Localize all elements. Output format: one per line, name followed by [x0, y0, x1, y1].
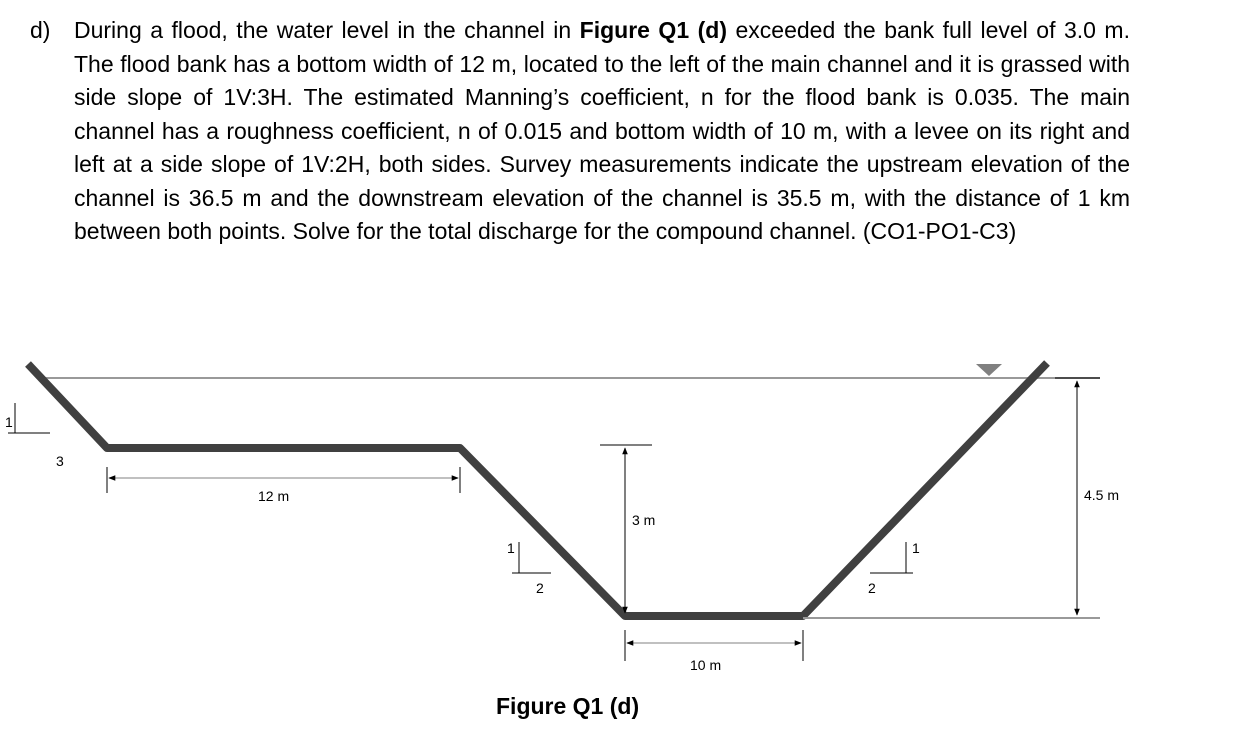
channel-profile	[28, 363, 1047, 616]
right-slope-v-label: 1	[912, 540, 920, 556]
question-text-part-2: exceeded the bank full level of 3.0 m. The flood bank has a bottom width of 12 m, located to the left of the main channel and it is grassed with side slope of 1V:3H. The estimated Manning’s coefficient, n for the flood bank is 0.035. The main channel has a roughness coefficient, n of 0.015 and bottom width of 10 m, with a levee on its right and left at a side slope of 1V:2H, both sides. Survey measurements indicate the upstream elevation of the channel is 36.5 m and the downstream elevation of the channel is 35.5 m, with the distance of 1 km between both points. Solve for the total discharge for the compound channel. (CO1-PO1-C3)	[74, 17, 1130, 244]
question-text-part-1: During a flood, the water level in the channel in	[74, 17, 580, 43]
main-depth-label: 3 m	[632, 512, 656, 528]
right-slope-indicator	[870, 542, 913, 573]
flood-bank-width-label: 12 m	[258, 488, 290, 504]
main-bottom-width-label: 10 m	[690, 657, 722, 673]
question-label: d)	[30, 17, 51, 43]
main-left-slope-h-label: 2	[536, 580, 544, 596]
figure-caption: Figure Q1 (d)	[496, 693, 640, 719]
main-depth-dimension	[600, 445, 652, 613]
main-left-slope-indicator	[512, 542, 551, 573]
total-depth-dimension	[803, 378, 1100, 618]
water-level-symbol	[976, 364, 1002, 376]
right-slope-h-label: 2	[868, 580, 876, 596]
total-depth-label: 4.5 m	[1084, 487, 1120, 503]
main-left-slope-v-label: 1	[507, 540, 515, 556]
left-slope-h-label: 3	[56, 453, 64, 469]
left-slope-indicator	[8, 403, 50, 433]
left-slope-v-label: 1	[5, 414, 13, 430]
figure-reference: Figure Q1 (d)	[579, 17, 727, 43]
